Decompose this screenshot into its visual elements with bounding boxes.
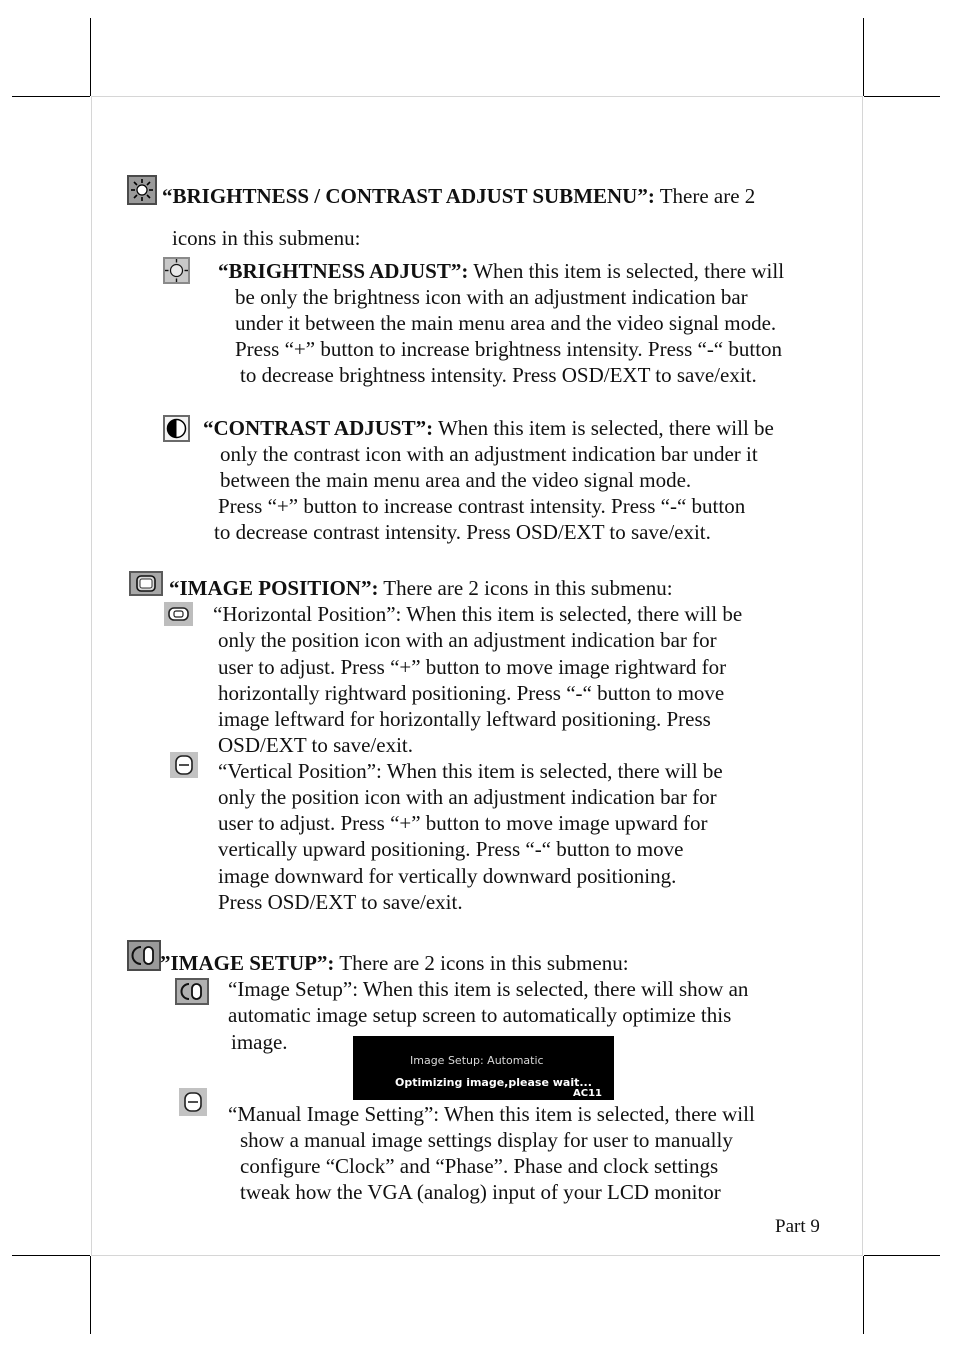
heading-text: There are 2 icons in this submenu: bbox=[334, 951, 629, 975]
paragraph-line: under it between the main menu area and the video signal mode. bbox=[235, 311, 777, 335]
trim-line bbox=[91, 97, 92, 1255]
paragraph-line: only the position icon with an adjustment indication bar for bbox=[218, 628, 717, 652]
paragraph-line: “Vertical Position”: When this item is selected, there will be bbox=[218, 759, 723, 783]
paragraph-line: Press “+” button to increase brightness intensity. Press “-“ button bbox=[235, 337, 783, 361]
paragraph-line: only the position icon with an adjustment indication bar for bbox=[218, 785, 717, 809]
paragraph-line: to decrease contrast intensity. Press OSD/EXT to save/exit. bbox=[214, 520, 711, 544]
paragraph-line: to decrease brightness intensity. Press OSD/EXT to save/exit. bbox=[240, 363, 757, 387]
paragraph-text: When this item is selected, there will be bbox=[433, 416, 774, 440]
crop-mark bbox=[864, 1255, 940, 1256]
crop-mark bbox=[863, 18, 864, 96]
paragraph-line: image downward for vertically downward positioning. bbox=[218, 864, 677, 888]
osd-code: AC11 bbox=[573, 1088, 602, 1099]
osd-auto-setup-screenshot bbox=[353, 1036, 614, 1100]
auto-setup-icon bbox=[175, 978, 209, 1005]
osd-message: Optimizing image,please wait... bbox=[395, 1076, 592, 1089]
paragraph-line: OSD/EXT to save/exit. bbox=[218, 733, 414, 757]
paragraph-line: “Horizontal Position”: When this item is selected, there will be bbox=[213, 602, 743, 626]
crop-mark bbox=[864, 96, 940, 97]
brightness-adjust-line-1 bbox=[218, 258, 784, 284]
paragraph-line: user to adjust. Press “+” button to move image rightward for bbox=[218, 655, 727, 679]
paragraph-text: When this item is selected, there will bbox=[468, 259, 785, 283]
trim-line bbox=[862, 97, 863, 1255]
sun-outline-icon bbox=[163, 257, 190, 284]
paragraph-line: be only the brightness icon with an adjustment indication bar bbox=[235, 285, 748, 309]
paragraph-line: Press “+” button to increase contrast intensity. Press “-“ button bbox=[218, 494, 746, 518]
vertical-position-icon bbox=[170, 752, 198, 778]
image-setup-icon bbox=[127, 940, 161, 971]
paragraph-line: “Image Setup”: When this item is selected, there will show an bbox=[228, 977, 749, 1001]
crop-mark bbox=[12, 96, 90, 97]
paragraph-line: Press OSD/EXT to save/exit. bbox=[218, 890, 463, 914]
heading-text: There are 2 bbox=[654, 184, 756, 208]
trim-line bbox=[91, 1255, 863, 1256]
paragraph-line: horizontally rightward positioning. Press “-“ button to move bbox=[218, 681, 725, 705]
paragraph-line: “Manual Image Setting”: When this item is selected, there will bbox=[228, 1102, 755, 1126]
horizontal-position-icon bbox=[164, 602, 193, 626]
heading-title: “BRIGHTNESS / CONTRAST ADJUST SUBMENU”: bbox=[162, 184, 655, 208]
contrast-adjust-title: “CONTRAST ADJUST”: bbox=[203, 416, 434, 440]
heading-title: “IMAGE POSITION”: bbox=[169, 576, 379, 600]
page-label: Part 9 bbox=[775, 1216, 820, 1237]
paragraph-line: only the contrast icon with an adjustment indication bar under it bbox=[220, 442, 758, 466]
osd-title: Image Setup: Automatic bbox=[410, 1054, 544, 1067]
paragraph-line: image leftward for horizontally leftward positioning. Press bbox=[218, 707, 711, 731]
section-heading-image-setup bbox=[160, 950, 629, 976]
heading-title: ”IMAGE SETUP”: bbox=[160, 951, 335, 975]
crop-mark bbox=[90, 1256, 91, 1334]
paragraph-line: between the main menu area and the video signal mode. bbox=[220, 468, 692, 492]
paragraph-line: vertically upward positioning. Press “-“ button to move bbox=[218, 837, 684, 861]
brightness-adjust-title: “BRIGHTNESS ADJUST”: bbox=[218, 259, 469, 283]
paragraph-line: image. bbox=[231, 1030, 288, 1054]
position-icon bbox=[129, 571, 163, 596]
paragraph-line: configure “Clock” and “Phase”. Phase and clock settings bbox=[240, 1154, 719, 1178]
paragraph-line: tweak how the VGA (analog) input of your LCD monitor bbox=[240, 1180, 721, 1204]
crop-mark bbox=[12, 1255, 90, 1256]
contrast-adjust-line-1 bbox=[203, 415, 774, 441]
section-heading-brightness-contrast bbox=[162, 183, 755, 209]
paragraph-line: user to adjust. Press “+” button to move image upward for bbox=[218, 811, 708, 835]
contrast-icon bbox=[163, 415, 190, 442]
manual-setup-icon bbox=[179, 1088, 207, 1116]
paragraph-line: automatic image setup screen to automatically optimize this bbox=[228, 1003, 732, 1027]
paragraph-line: icons in this submenu: bbox=[172, 226, 361, 250]
paragraph-line: show a manual image settings display for user to manually bbox=[240, 1128, 733, 1152]
sun-icon bbox=[127, 175, 157, 205]
crop-mark bbox=[863, 1256, 864, 1334]
heading-text: There are 2 icons in this submenu: bbox=[378, 576, 673, 600]
trim-line bbox=[91, 96, 863, 97]
crop-mark bbox=[90, 18, 91, 96]
section-heading-image-position bbox=[169, 575, 673, 601]
